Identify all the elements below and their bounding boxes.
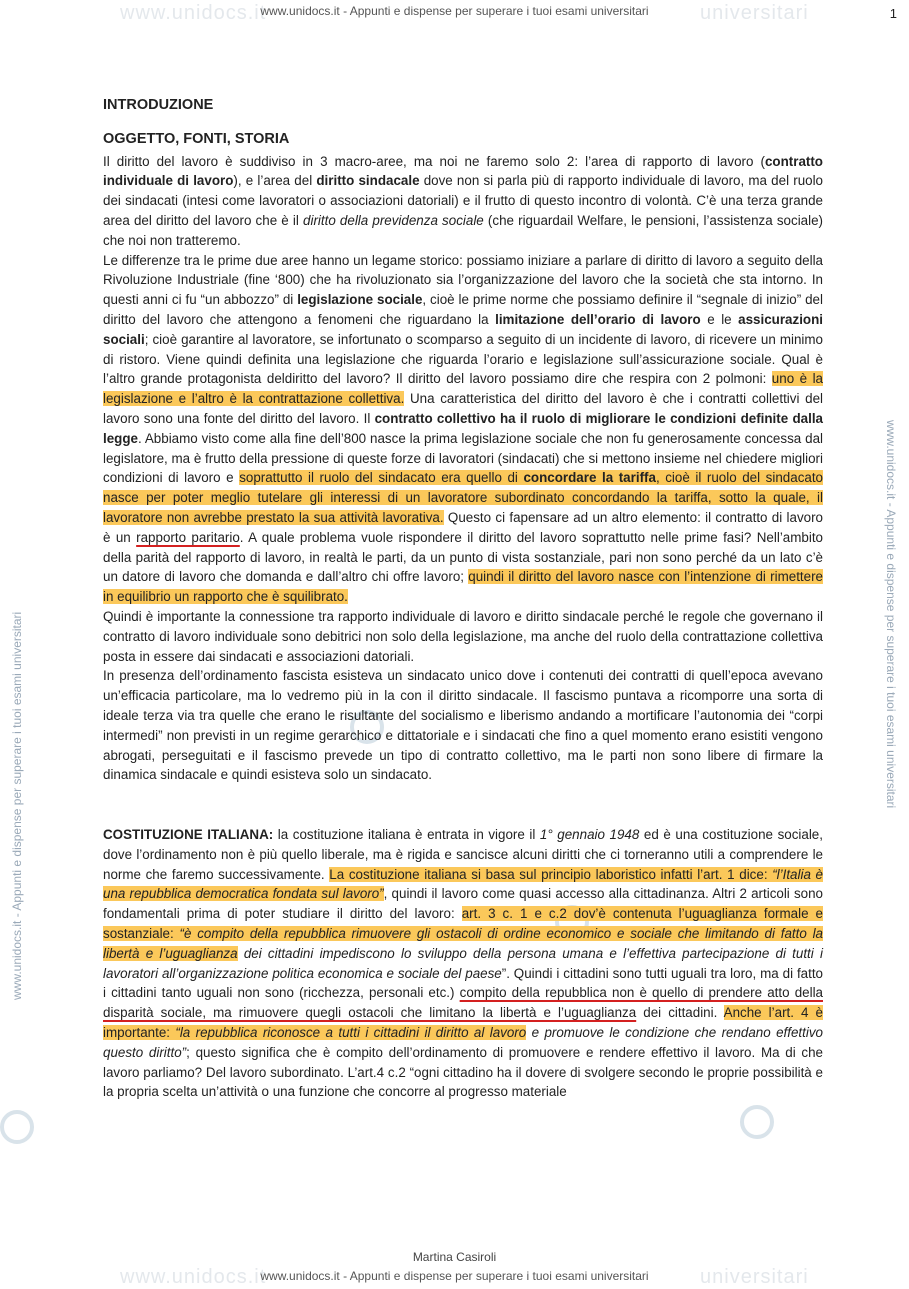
text-run: dove non si parla più di rapporto individuale di lavoro, ma del ruolo dei sindacati (intesi come lavoratori o associazioni datoriali) e il frutto di questo incontro di volontà. C’è una terza grande area del diritto del lavoro che è il (103, 173, 824, 228)
footer-author: Martina Casiroli (412, 1250, 497, 1264)
bold-term: contratto individuale di lavoro (103, 153, 823, 189)
watermark-ghost-top: www.unidocs.it (120, 2, 267, 24)
text-run: la costituzione italiana è entrata in vigore il (273, 827, 540, 843)
text-run: ; cioè garantire al lavoratore, se infortunato o scomparso a seguito di un incidente di lavoro, di ricevere un minimo di ristoro. Viene quindi definita una legislazione che riguarda l’orario e legislazione sull’assicurazione sociale. Qual è l’altro grande protagonista deldiritto del lavoro? Il diritto del lavoro possiamo dire che respira con 2 polmoni: (103, 331, 823, 387)
text-run: e le (700, 311, 739, 327)
text-run: Le differenze tra le prime due aree hanno un legame storico: possiamo iniziare a parlare di diritto di lavoro a seguito della Rivoluzione Industriale (fine ‘800) che ha rivoluzionato sia l’organizzazione del lavoro che la società che sta intorno. In questi anni ci fu “un abbozzo” di (103, 252, 823, 308)
text-run: Questo ci fapensare ad un altro elemento: il contratto di lavoro è un (103, 509, 824, 545)
bold-term: limitazione dell’orario di lavoro (495, 311, 701, 327)
watermark-ghost-bottom: www.unidocs.it (120, 1266, 267, 1288)
italic-term: diritto della previdenza sociale (303, 212, 484, 228)
bold-term: diritto sindacale (316, 173, 420, 189)
header-watermark: www.unidocs.it - Appunti e dispense per superare i tuoi esami universitari (260, 4, 649, 18)
underlined-text: compito della repubblica non è quello di prendere atto della disparità sociale, ma rimuovere quegli ostacoli che limitano la libertà e l’uguaglianza (103, 985, 823, 1021)
text-run: . A quale problema vuole rispondere il diritto del lavoro soprattutto nelle prime fasi? Nell’ambito della parità del rapporto di lavoro, in realtà le parti, da un punto di vista sostanziale, pari non sono perché da un lato c’è un datore di lavoro che domanda e dall’altro chi offre lavoro; (103, 529, 823, 585)
highlighted-bold-term: concordare la tariffa (523, 470, 656, 486)
text-run: , cioè le prime norme che possiamo definire il “segnale di inizio” del diritto del lavoro che attengono a fenomeni che riguardano la (103, 292, 823, 327)
highlighted-quote: “la repubblica riconosce a tutti i cittadini il diritto al lavoro (175, 1025, 527, 1041)
italic-quote: dei cittadini impediscono lo sviluppo della persona umana e l’effettiva partecipazione di tutti i lavoratori all’organizzazione politica economica e sociale del paese (103, 945, 823, 981)
italic-date: 1° gennaio 1948 (539, 827, 640, 843)
text-run: ; questo significa che è compito dell’ordinamento di promuovere e rendere effettivo il lavoro. Ma di che lavoro parliamo? Del lavoro subordinato. L’art.4 c.2 “ogni cittadino ha il dovere di svolgere secondo le proprie possibilità e la propria scelta un’attività o una funzione che concorre al progresso materiale (103, 1044, 823, 1100)
highlighted-text: quindi il diritto del lavoro nasce con l’intenzione di rimettere in equilibrio un rapporto che è squilibrato. (103, 569, 823, 605)
text-run: ), e l’area del (233, 173, 317, 189)
side-watermark-right: www.unidocs.it - Appunti e dispense per superare i tuoi esami universitari (884, 420, 898, 809)
text-run: (che riguardail Welfare, le pensioni, l’assistenza sociale) che noi non tratteremo. (103, 212, 823, 248)
footer-watermark: www.unidocs.it - Appunti e dispense per superare i tuoi esami universitari (260, 1269, 649, 1283)
text-run: , quindi il lavoro come quasi accesso alla cittadinanza. Altri 2 articoli sono fondamentali prima di poter studiare il diritto del lavoro: (103, 886, 823, 922)
paragraph-2 (103, 251, 823, 607)
highlighted-quote: “l’Italia è una repubblica democratica fondata sul lavoro” (103, 866, 823, 902)
side-watermark-left: www.unidocs.it - Appunti e dispense per superare i tuoi esami universitari (10, 611, 24, 1000)
italic-quote: e promuove le condizione che rendano effettivo questo diritto” (103, 1025, 823, 1060)
page-number: 1 (889, 6, 897, 21)
highlighted-text: Anche l’art. 4 è importante: (103, 1005, 823, 1041)
unidocs-logo-icon (740, 1105, 774, 1139)
text-run: . Abbiamo visto come alla fine dell’800 nasce la prima legislazione sociale che non fu generosamente concessa dal legislatore, ma è frutto della pressione di queste forze di lavoratori (sindacati) che si mettono insieme nel chiedere migliori condizioni di lavoro e (103, 430, 823, 486)
text-run: ed è una costituzione sociale, dove l’ordinamento non è più quello liberale, ma è rigida e sancisce alcuni diritti che ci torneranno utili a comprendere le norme che faremo successivamente. (103, 827, 823, 882)
highlighted-text: soprattutto il ruolo del sindacato era quello di (239, 470, 524, 486)
unidocs-logo-icon (0, 1110, 34, 1144)
highlighted-quote: “è compito della repubblica rimuovere gli ostacoli di ordine economico e sociale che limitando di fatto la libertà e l’uguaglianza (103, 926, 824, 961)
section-heading: OGGETTO, FONTI, STORIA (103, 130, 290, 147)
highlighted-text: uno è la legislazione e l’altro è la contrattazione collettiva. (103, 371, 823, 407)
paragraph-1 (103, 152, 823, 251)
section-heading-inline: COSTITUZIONE ITALIANA: (103, 827, 274, 843)
bold-term: assicurazioni sociali (103, 311, 823, 347)
highlighted-text: La costituzione italiana si basa sul principio laboristico infatti l’art. 1 dice: (329, 866, 773, 882)
highlighted-text: , cioè il ruolo del sindacato nasce per poter meglio tutelare gli interessi di un lavoratore subordinato concordando la tariffa, sotto la quale, il lavoratore non avrebbe prestato la sua attività lavorativa. (103, 470, 824, 525)
text-run: ”. Quindi i cittadini sono tutti uguali tra loro, ma di fatto i cittadini tanto uguali non sono (ricchezza, personali etc.) (103, 965, 823, 1001)
bold-term: legislazione sociale (297, 292, 423, 308)
document-body (103, 96, 823, 1102)
underlined-text: rapporto paritario (136, 529, 240, 545)
text-run: dei cittadini. (636, 1005, 724, 1021)
watermark-ghost-bottom-right: universitari (700, 1266, 809, 1288)
paragraph-4: In presenza dell’ordinamento fascista esisteva un sindacato unico dove i contenuti dei contratti di quell’epoca avevano un’efficacia particolare, ma lo vedremo più in la con il diritto sindacale. Il fascismo puntava a ricomporre una sorta di ideale terza via tra quelle che erano le risultante del socialismo e liberismo andando a mortificare l’autonomia dei “corpi intermedi” non previsti in un regime gerarchico e dittatoriale e i sindacati che fino a quel momento erano esistiti vengono abrogati, perseguitati e il fascismo prevede un tipo di contratto collettivo, ma le parti non sono libere di firmare la dinamica sindacale e quindi esisteva solo un sindacato. (103, 668, 823, 783)
bold-term: contratto collettivo ha il ruolo di migliorare le condizioni definite dalla legge (103, 410, 823, 446)
paragraph-3: Quindi è importante la connessione tra rapporto individuale di lavoro e diritto sindacale perché le regole che governano il contratto di lavoro individuale sono debitrici non solo della legislazione, ma anche del ruolo della contrattazione collettiva posta in essere dai sindacati e associazioni datoriali. (103, 608, 823, 664)
watermark-ghost-top-right: universitari (700, 2, 809, 24)
text-run: Una caratteristica del diritto del lavoro è che i contratti collettivi del lavoro sono una fonte del diritto del lavoro. Il (103, 391, 823, 426)
document-title: INTRODUZIONE (103, 97, 214, 113)
highlighted-text: art. 3 c. 1 e c.2 dov’è contenuta l’uguaglianza formale e sostanziale: (103, 906, 823, 942)
paragraph-costituzione (103, 825, 823, 1102)
text-run: Il diritto del lavoro è suddiviso in 3 macro-aree, ma noi ne faremo solo 2: l’area di rapporto di lavoro ( (103, 153, 765, 169)
